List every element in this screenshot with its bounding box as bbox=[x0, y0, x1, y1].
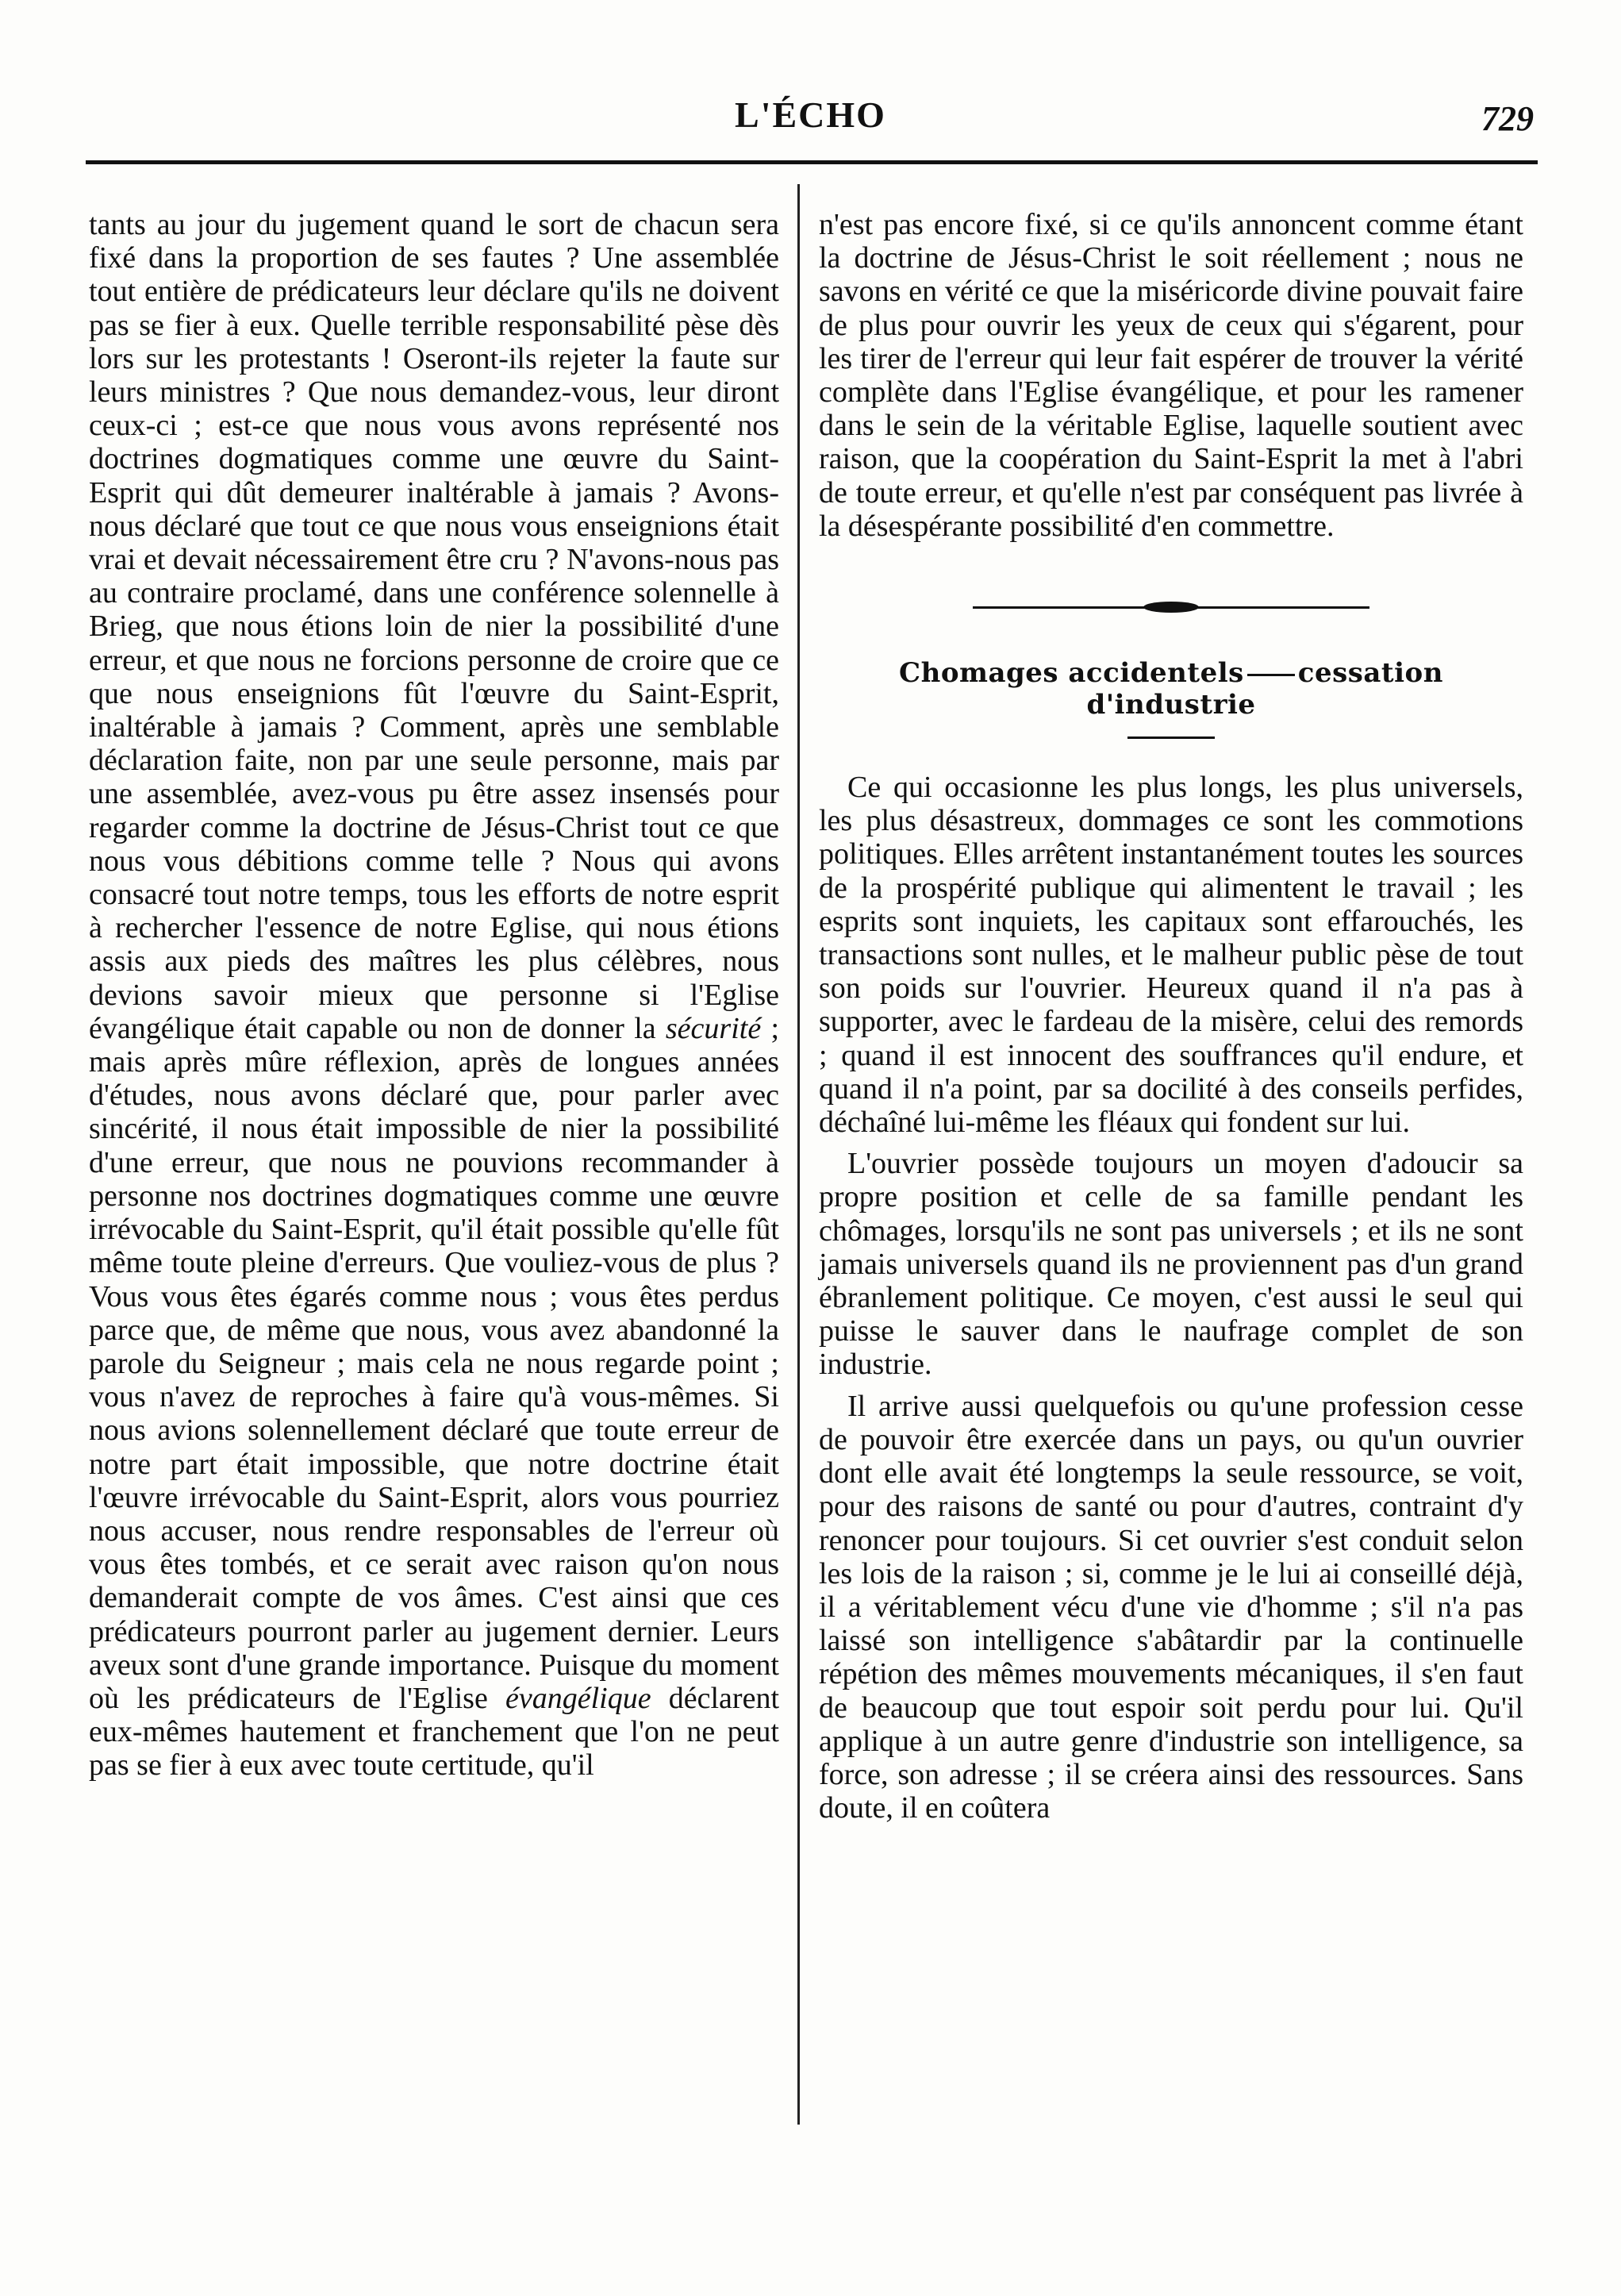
article-paragraph: Il arrive aussi quelquefois ou qu'une profession cesse de pouvoir être exercée dans un pays, ou qu'un ouvrier dont elle avait été longtemps la seule ressource, se voit, pour des raisons de santé ou pour d'autres, contraint d'y renoncer pour toujours. Si cet ouvrier s'est conduit selon les lois de la raison ; si, comme je le lui ai conseillé déjà, il a véritablement vécu d'une vie d'homme ; s'il n'a pas laissé son intelligence s'abâtardir par la continuelle répétion des mêmes mouvements mécaniques, il s'en faut de beaucoup que tout espoir soit perdu pour lui. Qu'il applique à un autre genre d'industrie son intelligence, sa force, son adresse ; il se créera ainsi des ressources. Sans doute, il en coûtera bbox=[819, 1389, 1523, 1825]
article-paragraph: L'ouvrier possède toujours un moyen d'adoucir sa propre position et celle de sa famille pendant les chômages, lorsqu'ils ne sont pas universels ; et ils ne sont jamais universels quand ils ne proviennent pas d'un grand ébranlement politique. Ce moyen, c'est aussi le seul qui puisse le sauver dans le naufrage complet de son industrie. bbox=[819, 1147, 1523, 1382]
heading-dash bbox=[1247, 674, 1295, 676]
heading-rule bbox=[1127, 736, 1215, 739]
left-text-part-3: déclarent eux-mêmes hautement et franchement que l'on ne peut pas se fier à eux avec toute certitude, qu'il bbox=[89, 1681, 779, 1783]
ornament-divider bbox=[973, 602, 1369, 613]
page-title: L'ÉCHO bbox=[735, 94, 886, 135]
section-heading-part-1: Chomages accidentels bbox=[899, 657, 1244, 690]
right-intro-paragraph: n'est pas encore fixé, si ce qu'ils annoncent comme étant la doctrine de Jésus-Christ le soit réellement ; nous ne savons en vérité ce que la miséricorde divine pouvait faire de plus pour ouvrir les yeux de ceux qui s'égarent, pour les tirer de l'erreur qui leur fait espérer de trouver la vérité complète dans l'Eglise évangélique, et pour les ramener dans le sein de la véritable Eglise, laquelle soutient avec raison, que la coopération du Saint-Esprit la met à l'abri de toute erreur, et qu'elle n'est par conséquent pas livrée à la désespérante possibilité d'en commettre. bbox=[819, 208, 1523, 543]
page-number: 729 bbox=[1481, 99, 1534, 138]
left-column bbox=[89, 208, 779, 1783]
section-heading-part-2: cessation bbox=[1297, 657, 1443, 690]
emphasis-securite: sécurité bbox=[665, 1011, 762, 1045]
emphasis-evangelique: évangélique bbox=[505, 1681, 651, 1715]
right-column bbox=[819, 208, 1523, 1825]
left-paragraph bbox=[89, 208, 779, 1783]
article-paragraph: Ce qui occasionne les plus longs, les plus universels, les plus désastreux, dommages ce sont les commotions politiques. Elles arrêtent instantanément toutes les sources de la prospérité publique qui alimentent le travail ; les esprits sont inquiets, les capitaux sont effarouchés, les transactions sont nulles, et le malheur public pèse de tout son poids sur l'ouvrier. Heureux quand il n'a pas à supporter, avec le fardeau de la misère, celui des remords ; quand il est innocent des souffrances qu'il endure, et quand il n'a point, par sa docilité à des conseils perfides, déchaîné lui-même les fléaux qui fondent sur lui. bbox=[819, 771, 1523, 1140]
header-rule bbox=[86, 160, 1538, 164]
left-text-part-1: tants au jour du jugement quand le sort de chacun sera fixé dans la proportion de ses fautes ? Une assemblée tout entière de prédicateurs leur déclare qu'ils ne doivent pas se fier à eux. Quelle terrible responsabilité pèse dès lors sur les protestants ! Oseront-ils rejeter la faute sur leurs ministres ? Que nous demandez-vous, leur diront ceux-ci ; est-ce que nous vous avons représenté nos doctrines dogmatiques comme une œuvre du Saint-Esprit qui dût demeurer inaltérable à jamais ? Avons-nous déclaré que tout ce que nous vous enseignions était vrai et devait nécessairement être cru ? N'avons-nous pas au contraire proclamé, dans une conférence solennelle à Brieg, que nous étions loin de nier la possibilité d'une erreur, et que nous ne forcions personne de croire que ce que nous enseignions fût l'œuvre du Saint-Esprit, inaltérable à jamais ? Comment, après une semblable déclaration faite, non par une seule personne, mais par une assemblée, avez-vous pu être assez insensés pour regarder comme la doctrine de Jésus-Christ tout ce que nous vous débitions comme telle ? Nous qui avons consacré tout notre temps, tous les efforts de notre esprit à rechercher l'essence de notre Eglise, qui nous étions assis aux pieds des maîtres les plus célèbres, nous devions savoir mieux que personne si l'Eglise évangélique était capable ou non de donner la bbox=[89, 208, 779, 1045]
section-heading bbox=[819, 657, 1523, 721]
left-text-part-2: ; mais après mûre réflexion, après de longues années d'études, nous avons déclaré que, pour parler avec sincérité, il nous était impossible de nier la possibilité d'une erreur, que nous ne pouvions recommander à personne nos doctrines dogmatiques comme une œuvre irrévocable du Saint-Esprit, qu'il était possible qu'elle fût même toute pleine d'erreurs. Que vouliez-vous de plus ? Vous vous êtes égarés comme nous ; vous êtes perdus parce que, de même que nous, vous avez abandonné la parole du Seigneur ; mais cela ne nous regarde point ; vous n'avez de reproches à faire qu'à vous-mêmes. Si nous avions solennellement déclaré que toute erreur de notre part était impossible, que notre doctrine était l'œuvre irrévocable du Saint-Esprit, alors vous pourriez nous accuser, nous rendre responsables de l'erreur où vous êtes tombés, et ce serait avec raison qu'on nous demanderait compte de vos âmes. C'est ainsi que ces prédicateurs pourront parler au jugement dernier. Leurs aveux sont d'une grande importance. Puisque du moment où les prédicateurs de l'Eglise bbox=[89, 1011, 780, 1715]
column-divider bbox=[797, 184, 800, 2125]
section-heading-part-3: d'industrie bbox=[1086, 689, 1256, 721]
